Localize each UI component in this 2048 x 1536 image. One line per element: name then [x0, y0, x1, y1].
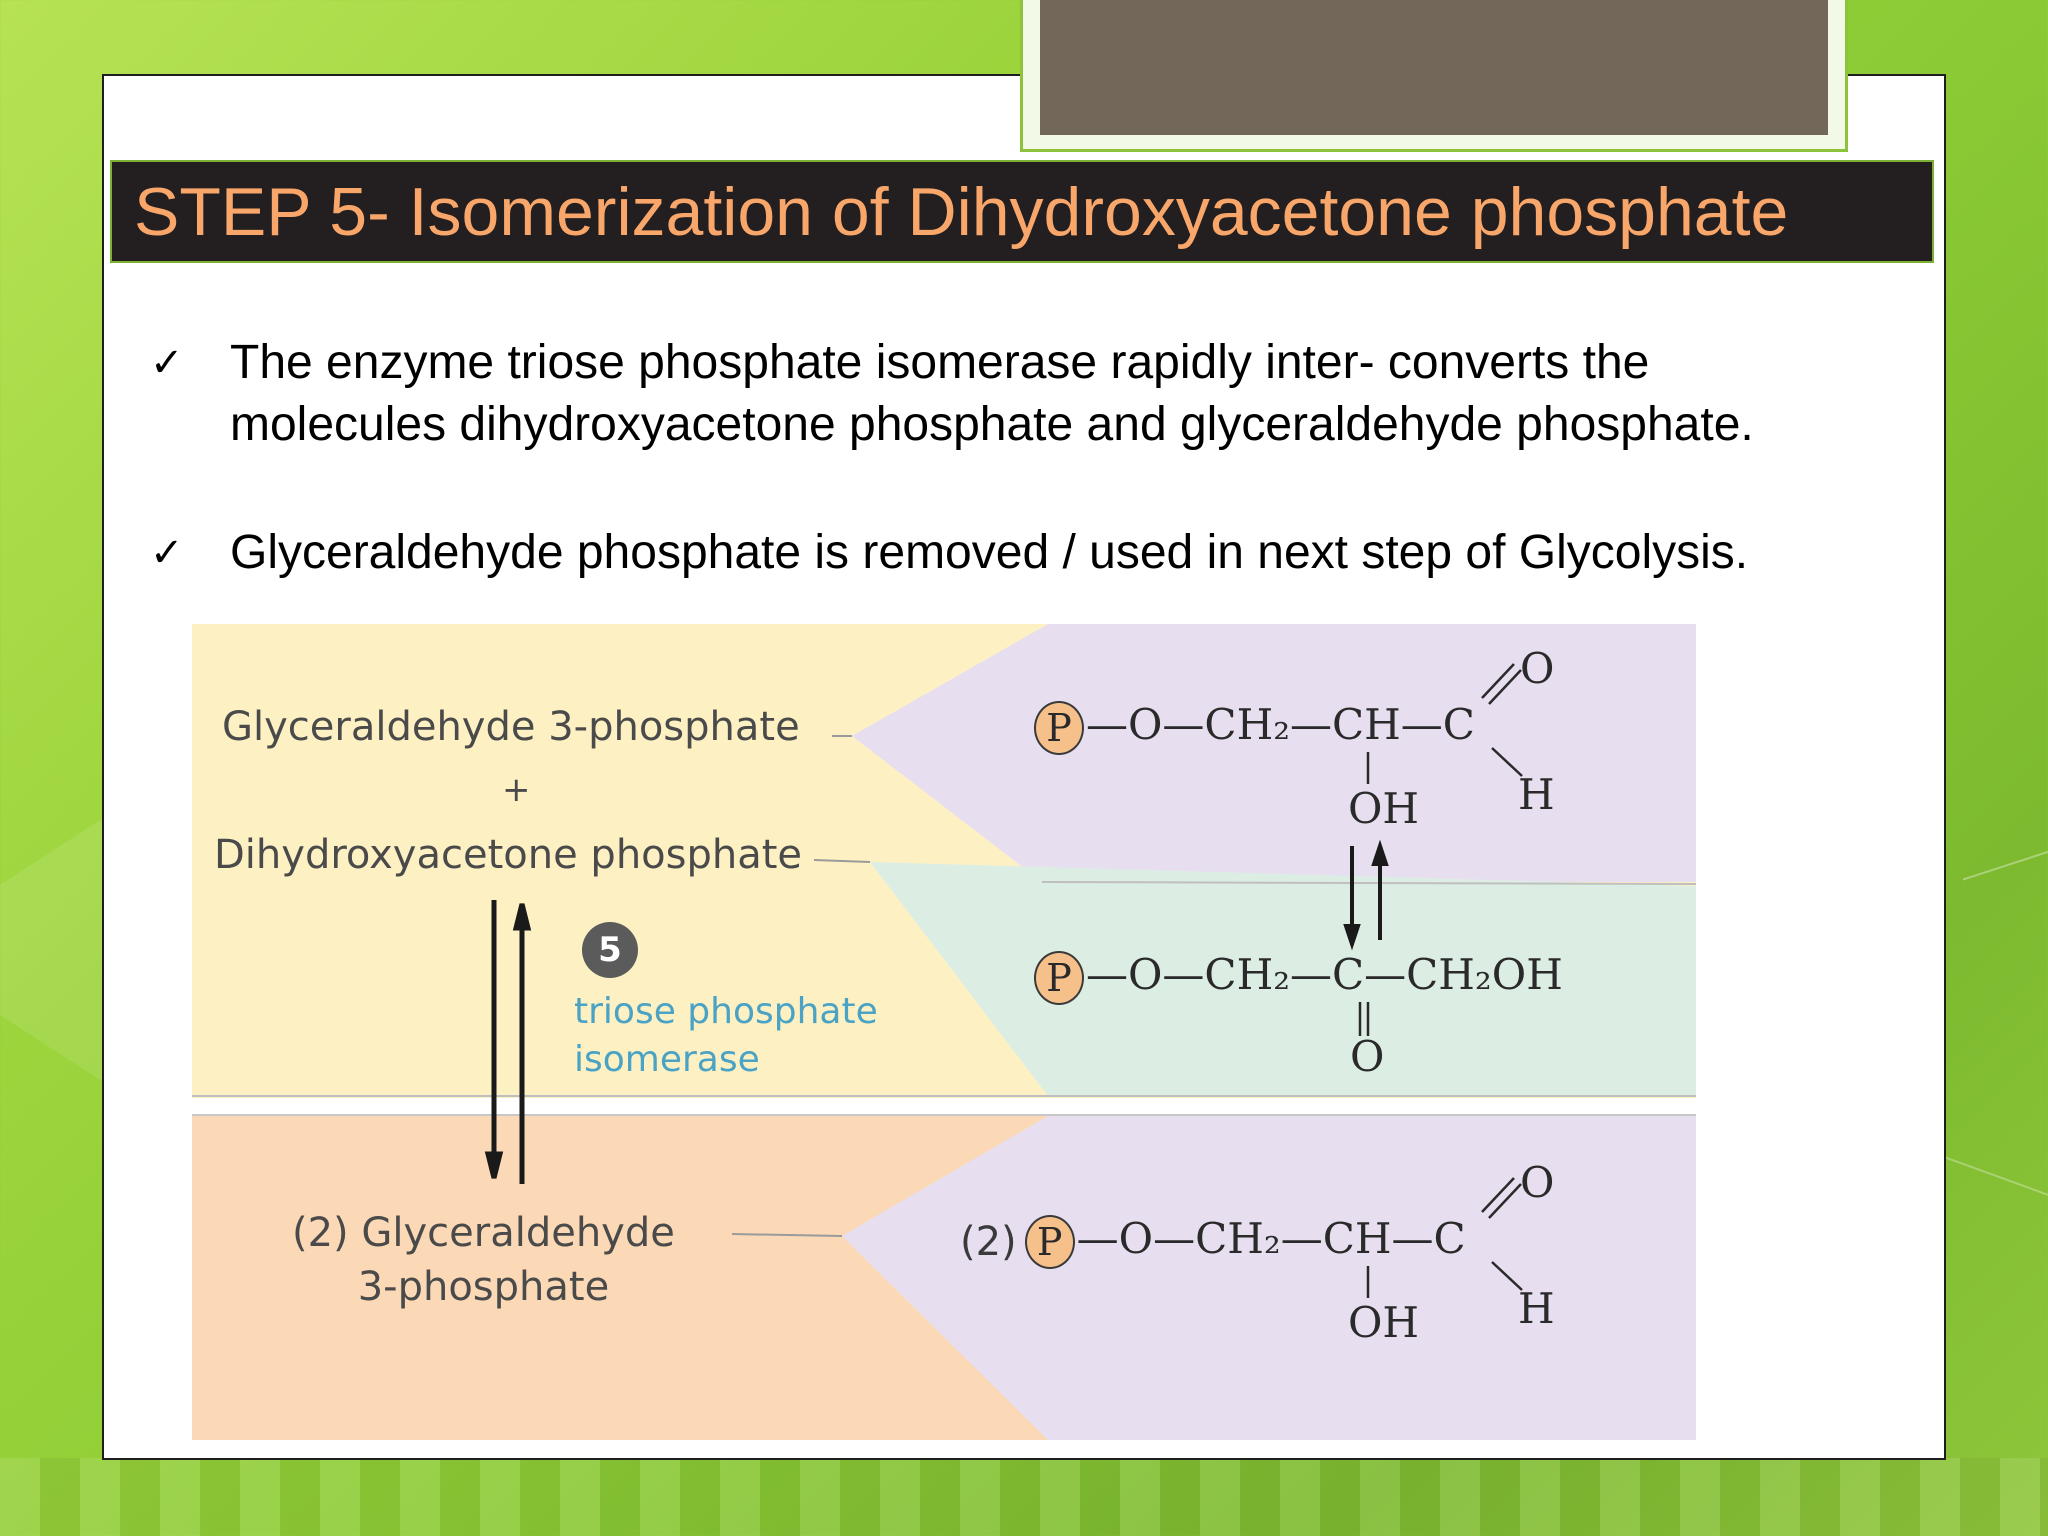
slide-title: STEP 5- Isomerization of Dihydroxyacetone phosphate	[134, 173, 1789, 250]
dhap-oxygen: O	[1350, 1032, 1385, 1081]
dhap-structure	[1034, 950, 1563, 1005]
phosphate-icon: P	[1034, 701, 1084, 755]
bullet-item	[150, 332, 1754, 456]
product-coefficient: (2)	[960, 1219, 1017, 1265]
dhap-label: Dihydroxyacetone phosphate	[214, 832, 803, 878]
slide-tab-placeholder	[1040, 0, 1828, 135]
phosphate-icon: P	[1025, 1215, 1075, 1269]
product-oxygen: O	[1520, 1158, 1555, 1207]
phosphate-icon: P	[1034, 951, 1084, 1005]
plus-label: +	[502, 770, 531, 810]
step-number-badge: 5	[582, 922, 638, 978]
product-chain: —O—CH₂—CH—C	[1076, 1214, 1466, 1263]
background-line	[1963, 842, 2048, 881]
bullet-text: The enzyme triose phosphate isomerase rapidly inter- converts the molecules dihydroxyacetone phosphate and glyceraldehyde phosphate.	[230, 336, 1754, 451]
background-line	[1944, 1156, 2048, 1206]
background-stripes	[0, 1458, 2048, 1536]
glycolysis-step5-diagram	[192, 624, 1696, 1440]
product-structure	[960, 1214, 1466, 1269]
dhap-chain: —O—CH₂—C—CH₂OH	[1086, 950, 1563, 999]
bullet-item	[150, 522, 1748, 584]
gap-hydroxyl: OH	[1348, 784, 1420, 833]
product-hydroxyl: OH	[1348, 1298, 1420, 1347]
title-bar	[110, 160, 1934, 263]
enzyme-label: triose phosphate isomerase	[574, 991, 878, 1080]
gap-structure	[1034, 700, 1475, 755]
gap-label: Glyceraldehyde 3-phosphate	[222, 704, 800, 750]
bullet-text: Glyceraldehyde phosphate is removed / used in next step of Glycolysis.	[230, 526, 1749, 579]
gap-oxygen: O	[1520, 644, 1555, 693]
gap-chain: —O—CH₂—CH—C	[1086, 700, 1475, 749]
product-hydrogen: H	[1518, 1284, 1555, 1333]
product-label: (2) Glyceraldehyde 3-phosphate	[292, 1210, 675, 1310]
checkmark-icon: ✓	[150, 530, 184, 576]
gap-hydrogen: H	[1518, 770, 1555, 819]
checkmark-icon: ✓	[150, 340, 184, 386]
